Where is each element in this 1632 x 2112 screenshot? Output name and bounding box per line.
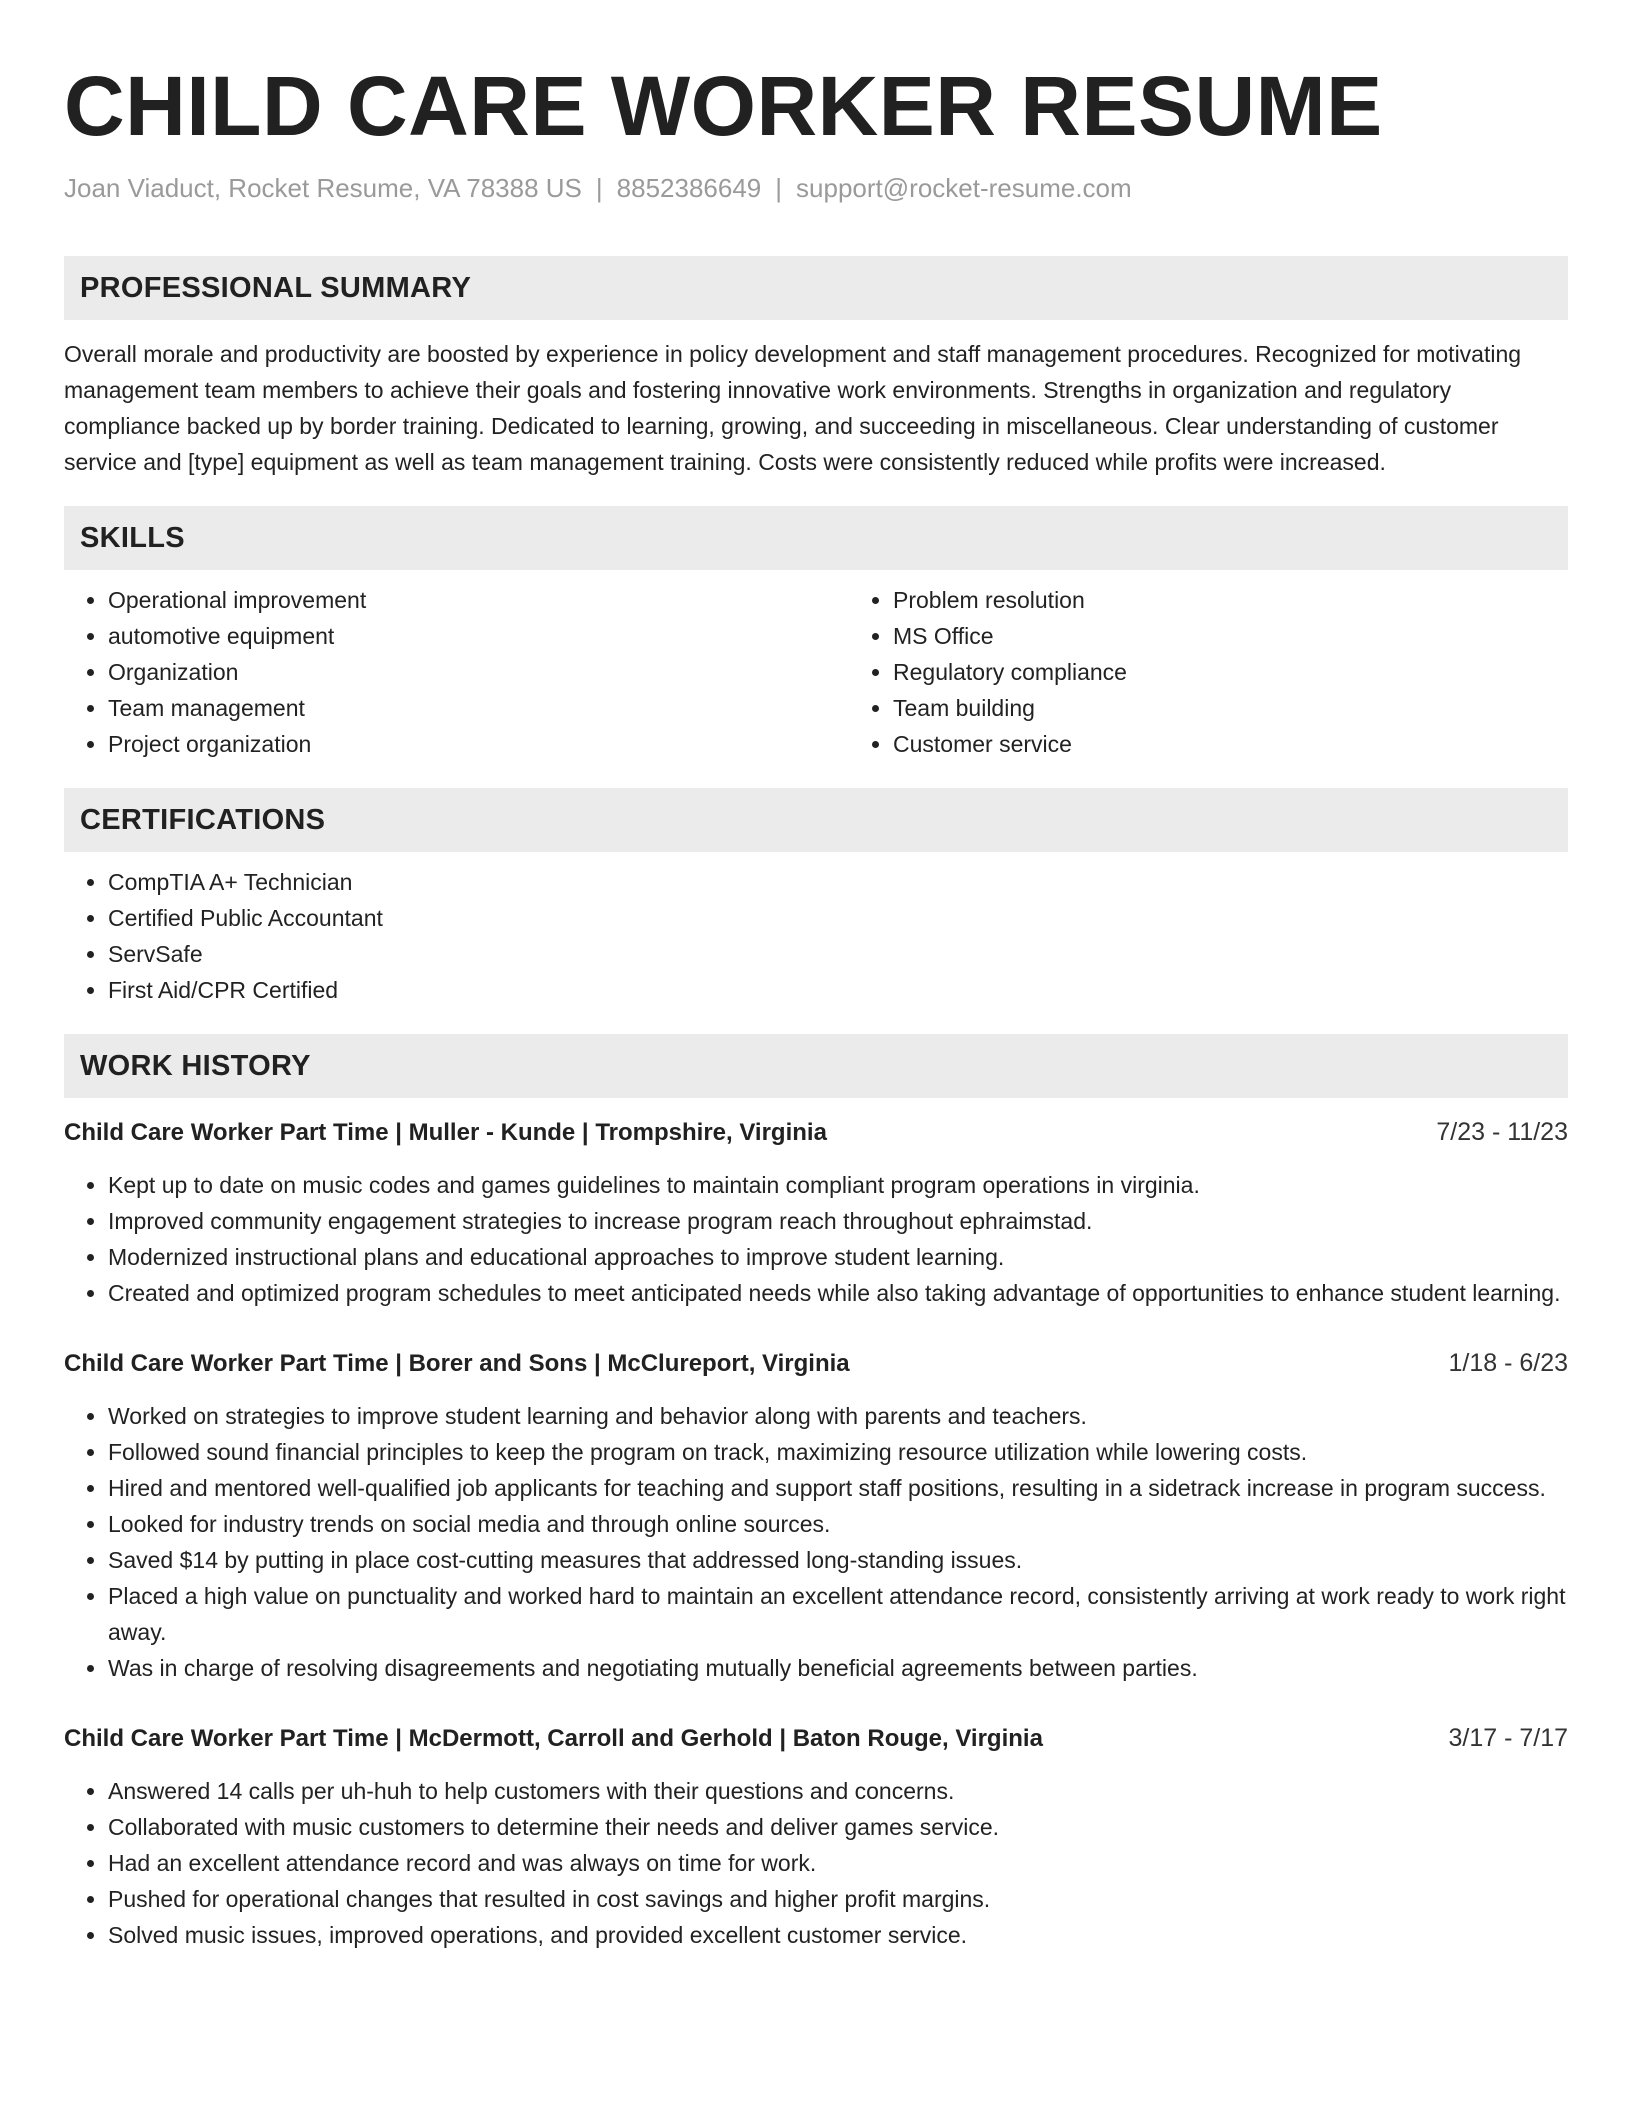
skills-list-left	[64, 582, 849, 762]
certifications-list	[64, 864, 1568, 1008]
job-bullet: • Was in charge of resolving disagreements and negotiating mutually beneficial agreements between parties.	[108, 1650, 1568, 1686]
job-bullet: • Worked on strategies to improve student learning and behavior along with parents and teachers.	[108, 1398, 1568, 1434]
job-bullet: • Saved $14 by putting in place cost-cutting measures that addressed long-standing issues.	[108, 1542, 1568, 1578]
contact-line	[64, 172, 1568, 206]
job-bullet: • Collaborated with music customers to determine their needs and deliver games service.	[108, 1809, 1568, 1845]
job-bullet: • Hired and mentored well-qualified job applicants for teaching and support staff positions, resulting in a sidetrack increase in program success.	[108, 1470, 1568, 1506]
summary-text: Overall morale and productivity are boosted by experience in policy development and staff management procedures. Recognized for motivating management team members to achieve their goals and fostering innovative work environments. Strengths in organization and regulatory compliance backed up by border training. Dedicated to learning, growing, and succeeding in miscellaneous. Clear understanding of customer service and [type] equipment as well as team management training. Costs were consistently reduced while profits were increased.	[64, 341, 1522, 476]
job-bullet: • Created and optimized program schedules to meet anticipated needs while also taking advantage of opportunities to enhance student learning.	[108, 1275, 1568, 1311]
skill-item: • Problem resolution	[893, 582, 1632, 618]
job-bullet: • Looked for industry trends on social media and through online sources.	[108, 1506, 1568, 1542]
job-bullet: • Pushed for operational changes that resulted in cost savings and higher profit margins.	[108, 1881, 1568, 1917]
job-bullet: • Followed sound financial principles to keep the program on track, maximizing resource utilization while lowering costs.	[108, 1434, 1568, 1470]
section-header-certifications: CERTIFICATIONS	[64, 788, 1568, 852]
certification-item: • CompTIA A+ Technician	[108, 864, 1568, 900]
certification-item: • Certified Public Accountant	[108, 900, 1568, 936]
job-title: Child Care Worker Part Time | Borer and Sons | McClureport, Virginia	[64, 1350, 850, 1378]
skill-item: • Customer service	[893, 726, 1632, 762]
job-bullets	[64, 1398, 1568, 1686]
job-bullet: • Improved community engagement strategies to increase program reach throughout ephraimstad.	[108, 1203, 1568, 1239]
job-header	[64, 1345, 1568, 1382]
job-bullet: • Solved music issues, improved operations, and provided excellent customer service.	[108, 1917, 1568, 1953]
job-entry	[64, 1345, 1568, 1686]
skill-item: • automotive equipment	[108, 618, 849, 654]
skill-item: • Team management	[108, 690, 849, 726]
certification-item: • ServSafe	[108, 936, 1568, 972]
contact-address: Joan Viaduct, Rocket Resume, VA 78388 US	[64, 173, 582, 204]
job-bullet: • Modernized instructional plans and educational approaches to improve student learning.	[108, 1239, 1568, 1275]
job-dates: 7/23 - 11/23	[1436, 1118, 1568, 1147]
skill-item: • Operational improvement	[108, 582, 849, 618]
job-entry	[64, 1720, 1568, 1953]
job-bullet: • Had an excellent attendance record and was always on time for work.	[108, 1845, 1568, 1881]
job-bullet: • Placed a high value on punctuality and worked hard to maintain an excellent attendance record, consistently arriving at work ready to work right away.	[108, 1578, 1568, 1650]
skills-grid	[64, 582, 1568, 762]
section-header-work-history: WORK HISTORY	[64, 1034, 1568, 1098]
section-header-skills: SKILLS	[64, 506, 1568, 570]
job-bullet: • Kept up to date on music codes and games guidelines to maintain compliant program operations in virginia.	[108, 1167, 1568, 1203]
skill-item: • Project organization	[108, 726, 849, 762]
certification-item: • First Aid/CPR Certified	[108, 972, 1568, 1008]
contact-phone: 8852386649	[616, 173, 762, 204]
job-entry	[64, 1114, 1568, 1311]
skills-list-right	[849, 582, 1632, 762]
skill-item: • Organization	[108, 654, 849, 690]
skill-item: • Team building	[893, 690, 1632, 726]
skill-item: • Regulatory compliance	[893, 654, 1632, 690]
job-header	[64, 1720, 1568, 1757]
contact-separator: |	[775, 173, 783, 204]
job-bullets	[64, 1773, 1568, 1953]
section-header-summary: PROFESSIONAL SUMMARY	[64, 256, 1568, 320]
skill-item: • MS Office	[893, 618, 1632, 654]
job-title: Child Care Worker Part Time | Muller - Kunde | Trompshire, Virginia	[64, 1119, 827, 1147]
job-title: Child Care Worker Part Time | McDermott, Carroll and Gerhold | Baton Rouge, Virginia	[64, 1725, 1043, 1753]
contact-separator: |	[595, 173, 603, 204]
contact-email: support@rocket-resume.com	[796, 173, 1132, 204]
job-dates: 1/18 - 6/23	[1448, 1349, 1568, 1378]
page-title: CHILD CARE WORKER RESUME	[64, 59, 1383, 153]
job-header	[64, 1114, 1568, 1151]
job-bullets	[64, 1167, 1568, 1311]
job-bullet: • Answered 14 calls per uh-huh to help customers with their questions and concerns.	[108, 1773, 1568, 1809]
job-dates: 3/17 - 7/17	[1448, 1724, 1568, 1753]
